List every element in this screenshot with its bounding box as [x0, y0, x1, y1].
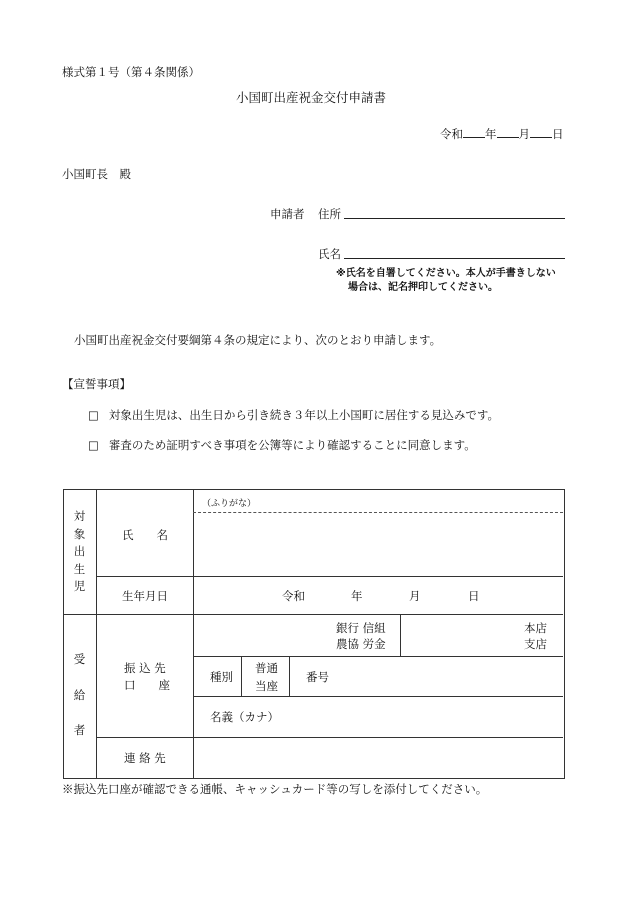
oath-text-1: 対象出生児は、出生日から引き続き３年以上小国町に居住する見込みです。 [108, 408, 499, 422]
name-label: 氏名 [318, 247, 341, 261]
oath-checkbox-2[interactable]: □ [88, 438, 99, 452]
account-label-line1: 振 込 先 [124, 661, 166, 675]
furigana-divider [193, 512, 563, 513]
name-field[interactable] [344, 246, 565, 259]
oath-text-2: 審査のため証明すべき事項を公簿等により確認することに同意します。 [108, 438, 476, 452]
birthdate-month-label: 月 [409, 589, 421, 603]
divider [96, 576, 563, 577]
date-era: 令和 [440, 127, 463, 141]
birthdate-label: 生年月日 [122, 589, 168, 603]
date-day-blank[interactable] [530, 125, 552, 138]
oath-heading: 【宣誓事項】 [62, 377, 131, 391]
addressee: 小国町長 殿 [62, 167, 131, 181]
applicant-label: 申請者 [270, 207, 305, 221]
bank-type-line2: 農協 労金 [336, 637, 386, 651]
divider [96, 489, 97, 778]
divider [63, 614, 563, 615]
date-month-blank[interactable] [497, 125, 519, 138]
account-holder-label: 名義（カナ） [210, 710, 279, 724]
oath-item-2 [88, 437, 476, 453]
contact-label: 連 絡 先 [124, 751, 166, 765]
child-name-field[interactable] [196, 515, 560, 573]
target-child-char: 対 [73, 509, 86, 523]
target-child-char: 象 [73, 526, 86, 541]
divider [193, 489, 194, 778]
furigana-label: （ふりがな） [202, 499, 257, 509]
recipient-label [63, 654, 96, 737]
footnote: ※振込先口座が確認できる通帳、キャッシュカード等の写しを添付してください。 [62, 782, 488, 796]
intro-text: 小国町出産祝金交付要綱第４条の規定により、次のとおり申請します。 [74, 333, 442, 347]
recipient-char: 給 [73, 687, 86, 702]
address-label: 住所 [318, 207, 341, 221]
oath-checkbox-1[interactable]: □ [88, 408, 99, 422]
signature-note-line2: 場合は、記名押印してください。 [348, 282, 498, 293]
divider [241, 656, 242, 696]
form-number: 様式第１号（第４条関係） [62, 65, 200, 79]
bank-type-line1: 銀行 信組 [336, 621, 386, 635]
account-type-label: 種別 [210, 670, 233, 684]
branch-type-line1: 本店 [524, 621, 547, 635]
page-title: 小国町出産祝金交付申請書 [236, 90, 387, 105]
account-label-line2: 口 座 [124, 678, 170, 692]
target-child-char: 生 [73, 561, 86, 576]
oath-item-1 [88, 407, 499, 423]
target-child-label [63, 511, 96, 593]
divider [193, 696, 563, 697]
date-month-label: 月 [518, 127, 530, 141]
account-type-line1: 普通 [255, 661, 278, 675]
date-day-label: 日 [552, 127, 564, 141]
recipient-char: 者 [73, 723, 86, 737]
address-field[interactable] [344, 206, 565, 219]
divider [289, 656, 290, 696]
target-child-char: 出 [73, 544, 86, 558]
birthdate-era: 令和 [282, 589, 305, 603]
birthdate-day-label: 日 [468, 589, 480, 603]
account-number-label: 番号 [306, 670, 329, 684]
divider [96, 737, 563, 738]
date-year-blank[interactable] [463, 125, 485, 138]
date-year-label: 年 [485, 127, 497, 141]
birthdate-year-label: 年 [351, 589, 363, 603]
recipient-char: 受 [73, 652, 86, 666]
child-name-label: 氏 名 [122, 528, 168, 542]
divider [400, 614, 401, 656]
divider [193, 656, 563, 657]
signature-note-line1: ※氏名を自署してください。本人が手書きしない [336, 268, 556, 279]
target-child-char: 児 [73, 579, 86, 593]
application-date [440, 125, 564, 142]
branch-type-line2: 支店 [524, 637, 547, 651]
account-type-line2: 当座 [255, 679, 278, 693]
